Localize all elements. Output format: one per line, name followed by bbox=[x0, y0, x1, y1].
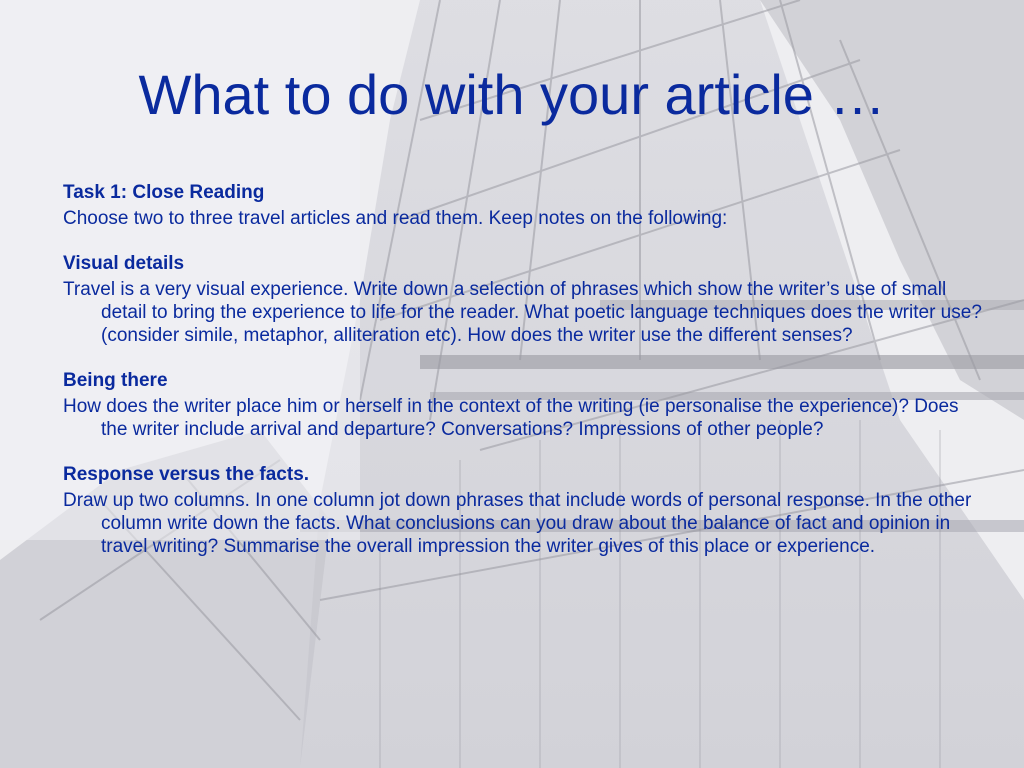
slide-body bbox=[63, 181, 983, 580]
section-text: Travel is a very visual experience. Write down a selection of phrases which show the writer’s use of small detail to bring the experience to life for the reader. What poetic language techniques does the writer use? (consider simile, metaphor, alliteration etc). How does the writer use the different senses? bbox=[63, 279, 982, 346]
section-heading: Being there bbox=[63, 370, 168, 391]
section-text: Choose two to three travel articles and read them. Keep notes on the following: bbox=[63, 208, 728, 229]
section-heading: Visual details bbox=[63, 253, 185, 274]
section-heading: Task 1: Close Reading bbox=[63, 182, 265, 203]
section-visual-details bbox=[63, 252, 983, 347]
section-text: Draw up two columns. In one column jot down phrases that include words of personal response. In the other column write down the facts. What conclusions can you draw about the balance of fact and opinion in travel writing? Summarise the overall impression the writer gives of this place or experience. bbox=[63, 490, 972, 557]
section-response-vs-facts bbox=[63, 463, 983, 558]
section-text: How does the writer place him or herself in the context of the writing (ie personalise the experience)? Does the writer include arrival and departure? Conversations? Impressions of other people? bbox=[63, 396, 959, 440]
section-task-1 bbox=[63, 181, 983, 230]
section-being-there bbox=[63, 369, 983, 441]
slide-title: What to do with your article … bbox=[138, 63, 886, 126]
section-heading: Response versus the facts. bbox=[63, 464, 310, 485]
